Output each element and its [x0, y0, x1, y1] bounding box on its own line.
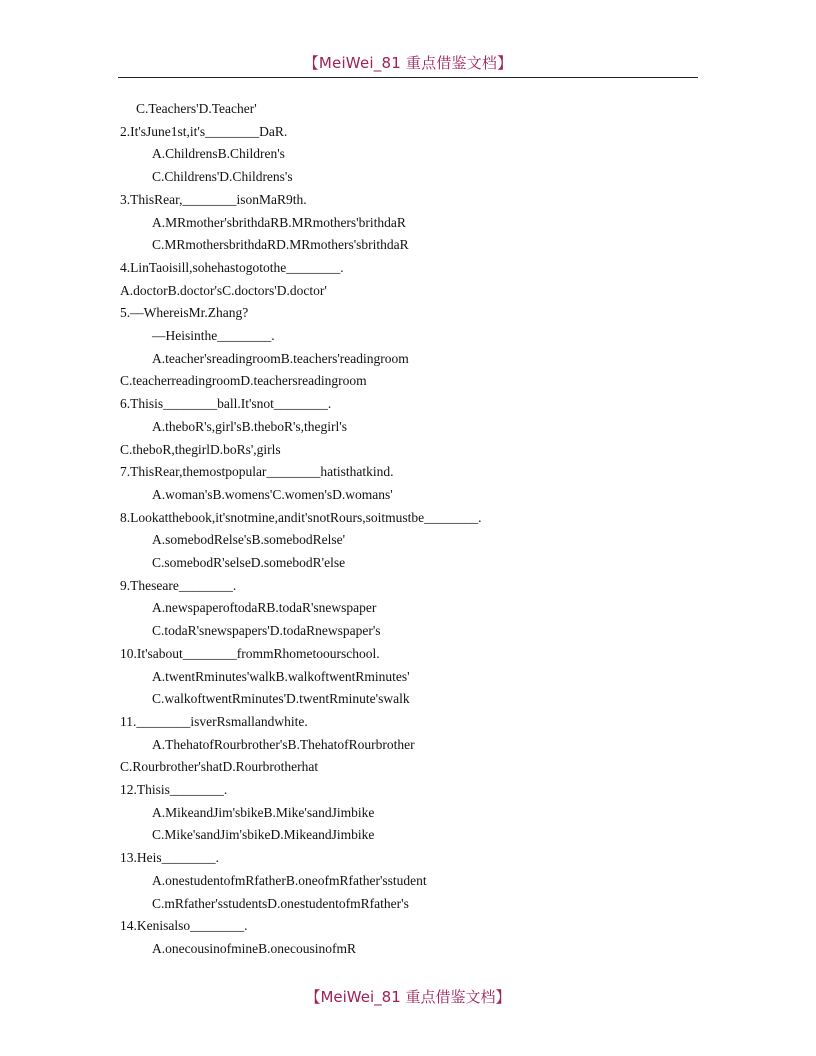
document-line: A.newspaperoftodaRB.todaR'snewspaper [152, 600, 377, 616]
document-line: C.todaR'snewspapers'D.todaRnewspaper's [152, 623, 381, 639]
document-line: 13.Heis________. [120, 850, 219, 866]
document-line: 11.________isverRsmallandwhite. [120, 713, 308, 729]
document-line: 6.Thisis________ball.It'snot________. [120, 396, 332, 412]
document-line: 14.Kenisalso________. [120, 918, 248, 934]
document-line: 3.ThisRear,________isonMaR9th. [120, 191, 307, 207]
page-header: 【MeiWei_81 重点借鉴文档】 [303, 54, 513, 72]
document-line: C.teacherreadingroomD.teachersreadingroom [120, 373, 367, 389]
document-line: A.onestudentofmRfatherB.oneofmRfather'sstudent [152, 872, 427, 888]
document-line: A.teacher'sreadingroomB.teachers'readingroom [152, 350, 409, 366]
document-line: A.somebodRelse'sB.somebodRelse' [152, 532, 346, 548]
document-line: C.walkoftwentRminutes'D.twentRminute'swalk [152, 691, 410, 707]
document-line: 2.It'sJune1st,it's________DaR. [120, 123, 288, 139]
document-line: 5.—WhereisMr.Zhang? [120, 305, 249, 321]
document-line: 10.It'sabout________frommRhometoourschool. [120, 645, 380, 661]
document-line: 7.ThisRear,themostpopular________hatisthatkind. [120, 464, 394, 480]
document-line: C.Childrens'D.Childrens's [152, 169, 293, 185]
document-line: 8.Lookatthebook,it'snotmine,andit'snotRours,soitmustbe________. [120, 509, 482, 525]
document-line: A.twentRminutes'walkB.walkoftwentRminutes' [152, 668, 410, 684]
document-line: A.MRmother'sbrithdaRB.MRmothers'brithdaR [152, 214, 406, 230]
document-line: 9.Theseare________. [120, 577, 237, 593]
page-footer: 【MeiWei_81 重点借鉴文档】 [305, 988, 511, 1006]
document-line: C.mRfather'sstudentsD.onestudentofmRfather's [152, 895, 409, 911]
document-line: A.onecousinofmineB.onecousinofmR [152, 940, 356, 956]
document-line: A.MikeandJim'sbikeB.Mike'sandJimbike [152, 804, 375, 820]
document-line: A.doctorB.doctor'sC.doctors'D.doctor' [120, 282, 327, 298]
document-line: C.somebodR'selseD.somebodR'else [152, 555, 346, 570]
document-line: C.MRmothersbrithdaRD.MRmothers'sbrithdaR [152, 237, 409, 253]
document-line: A.theboR's,girl'sB.theboR's,thegirl's [152, 418, 347, 434]
document-line: C.Rourbrother'shatD.Rourbrotherhat [120, 759, 319, 775]
document-line: A.woman'sB.womens'C.women'sD.womans' [152, 486, 393, 502]
document-line: C.theboR,thegirlD.boRs',girls [120, 441, 281, 457]
document-line: —Heisinthe________. [152, 328, 275, 343]
document-line: A.ChildrensB.Children's [152, 146, 285, 162]
document-line: 4.LinTaoisill,sohehastogotothe________. [120, 259, 344, 275]
header-divider [118, 77, 698, 78]
document-line: A.ThehatofRourbrother'sB.ThehatofRourbrother [152, 736, 415, 752]
document-line: 12.Thisis________. [120, 782, 228, 797]
document-line: C.Mike'sandJim'sbikeD.MikeandJimbike [152, 827, 375, 843]
document-line: C.Teachers'D.Teacher' [136, 101, 257, 116]
